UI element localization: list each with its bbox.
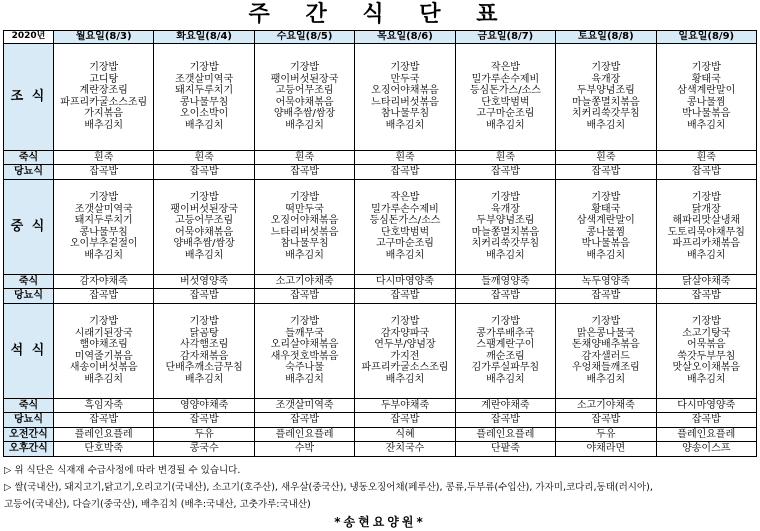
- menu-item: 계란장조림: [79, 85, 128, 97]
- menu-cell: [556, 165, 656, 180]
- menu-item: 잡곡밥: [591, 290, 621, 301]
- menu-item: 녹두영양죽: [581, 275, 630, 287]
- menu-item: 단호박범벅: [481, 96, 530, 108]
- menu-cell: [455, 289, 555, 304]
- menu-item: 배추김치: [285, 119, 324, 131]
- menu-body: [4, 44, 757, 457]
- meal-label: 죽식: [4, 274, 54, 289]
- menu-cell: [455, 427, 555, 442]
- menu-item: 잡곡밥: [591, 414, 621, 425]
- menu-cell: [355, 427, 455, 442]
- menu-item: 해파리맛살냉채: [672, 215, 741, 226]
- menu-item: 고등어무조림: [275, 85, 334, 97]
- menu-item: 버섯영양죽: [179, 275, 229, 287]
- menu-cell: [355, 274, 455, 289]
- menu-cell: [154, 274, 254, 289]
- menu-cell: [656, 44, 756, 151]
- menu-item: 치커리쑥갓무침: [572, 108, 640, 120]
- menu-item: 플레인요플레: [275, 428, 334, 440]
- meal-label: 중 식: [4, 179, 54, 274]
- menu-item: 팽이버섯된장국: [170, 203, 238, 215]
- menu-cell: [254, 44, 354, 151]
- menu-item: 계란야채죽: [481, 399, 530, 411]
- menu-item: 시래기된장국: [74, 327, 133, 339]
- menu-item: 등심돈가스/소스: [469, 85, 541, 97]
- menu-item: 기장밥: [290, 316, 320, 327]
- menu-item: 배추김치: [285, 249, 324, 261]
- menu-item: 야채라면: [586, 443, 626, 454]
- menu-cell: [254, 427, 354, 442]
- menu-item: 어묵볶음: [686, 339, 726, 350]
- meal-label: 오전간식: [4, 427, 54, 442]
- menu-item: 감자샐러드: [581, 350, 630, 362]
- menu-item: 흑임자죽: [84, 399, 124, 411]
- menu-item: 잡곡밥: [189, 290, 219, 301]
- menu-item: 박나물볶음: [682, 108, 731, 120]
- menu-item: 소고기야채죽: [576, 399, 635, 411]
- menu-item: 치커리쑥갓무침: [471, 238, 540, 249]
- menu-item: 밀가루손수제비: [371, 203, 439, 215]
- menu-item: 작은밥: [490, 62, 520, 74]
- menu-item: 흰죽: [94, 151, 114, 163]
- menu-item: 흰죽: [294, 151, 315, 163]
- menu-item: 맑은콩나물국: [576, 327, 635, 339]
- menu-item: 삼색계란말이: [576, 215, 635, 226]
- meal-row: [4, 427, 757, 442]
- menu-item: 기장밥: [89, 62, 119, 74]
- menu-item: 고등어무조림: [175, 215, 234, 226]
- menu-item: 미역줄기볶음: [74, 350, 133, 362]
- menu-item: 육개장: [490, 203, 520, 215]
- menu-cell: [154, 44, 254, 151]
- menu-cell: [54, 44, 154, 151]
- menu-cell: [254, 413, 354, 428]
- menu-item: 배추김치: [184, 373, 224, 385]
- menu-item: 잡곡밥: [490, 414, 520, 425]
- meal-label: 석 식: [4, 303, 54, 398]
- menu-item: 단호박죽: [84, 443, 124, 454]
- day-header: 수요일(8/5): [254, 31, 354, 44]
- menu-item: 배추김치: [686, 119, 726, 131]
- menu-item: 조갯살미역국: [74, 203, 133, 215]
- menu-cell: [54, 179, 154, 274]
- menu-item: 배추김치: [686, 373, 726, 385]
- footer-facility-name: *송현요양원*: [334, 515, 426, 529]
- menu-cell: [54, 289, 154, 304]
- menu-cell: [455, 150, 555, 165]
- menu-item: 오징어야채볶음: [270, 215, 339, 226]
- menu-item: 우엉채들깨조림: [572, 362, 640, 373]
- menu-item: 두유: [596, 428, 616, 440]
- menu-item: 플레인요플레: [476, 428, 535, 440]
- menu-item: 소고기탕국: [682, 327, 731, 339]
- menu-cell: [455, 398, 555, 413]
- menu-cell: [154, 289, 254, 304]
- menu-item: 배추김치: [385, 373, 425, 385]
- menu-cell: [254, 165, 354, 180]
- menu-item: 다시마영양죽: [375, 275, 434, 287]
- menu-item: 단호박범벅: [380, 226, 430, 238]
- menu-item: 기장밥: [189, 192, 219, 203]
- menu-item: 감자채볶음: [179, 350, 229, 362]
- menu-cell: [54, 165, 154, 180]
- menu-cell: [455, 44, 555, 151]
- menu-item: 작은밥: [390, 192, 420, 203]
- menu-cell: [54, 413, 154, 428]
- menu-cell: [355, 165, 455, 180]
- menu-cell: [154, 150, 254, 165]
- menu-item: 잡곡밥: [290, 414, 320, 425]
- menu-item: 파프리카굴소스조림: [361, 362, 449, 373]
- menu-item: 잡곡밥: [490, 166, 520, 177]
- day-header: 월요일(8/3): [54, 31, 154, 44]
- menu-item: 영양야채죽: [179, 399, 229, 411]
- notes: [4, 462, 756, 513]
- menu-item: 플레인요플레: [74, 428, 133, 440]
- menu-item: 파프리카굴소스조림: [60, 96, 148, 108]
- menu-item: 다시마영양죽: [677, 399, 736, 411]
- menu-item: 닭곰탕: [189, 327, 219, 339]
- menu-item: 잡곡밥: [490, 290, 520, 301]
- menu-cell: [556, 413, 656, 428]
- menu-cell: [54, 427, 154, 442]
- note-line: ▷ 위 식단은 식재재 수급사정에 따라 변경될 수 있습니다.: [4, 465, 241, 476]
- menu-item: 배추김치: [486, 119, 525, 131]
- menu-cell: [556, 442, 656, 457]
- menu-cell: [154, 427, 254, 442]
- menu-item: 배추김치: [385, 249, 425, 261]
- note-line: ▷ 쌀(국내산), 돼지고기,닭고기,오리고기(국내산), 소고기(호주산), 새우살(중국산), 냉동오징어채(페루산), 콩류,두부류(수입산), 가자미,코다리,동태(러시아),: [4, 482, 653, 493]
- menu-cell: [154, 413, 254, 428]
- menu-item: 박나물볶음: [581, 238, 630, 249]
- meal-row: [4, 303, 757, 398]
- menu-item: 배추김치: [84, 373, 124, 385]
- menu-cell: [254, 398, 354, 413]
- menu-item: 콩나물무침: [79, 226, 128, 238]
- menu-cell: [656, 442, 756, 457]
- menu-item: 사각햄조림: [179, 339, 229, 350]
- menu-item: 고디탕: [89, 73, 119, 85]
- menu-item: 돈채양배추볶음: [572, 339, 640, 350]
- menu-item: 가지전: [390, 350, 420, 362]
- menu-item: 소고기야채죽: [275, 275, 334, 287]
- menu-item: 기장밥: [89, 316, 119, 327]
- day-header: 토요일(8/8): [556, 31, 656, 44]
- menu-item: 배추김치: [184, 249, 224, 261]
- menu-item: 잡곡밥: [390, 414, 420, 425]
- menu-item: 배추김치: [486, 373, 525, 385]
- meal-row: [4, 398, 757, 413]
- menu-item: 잡곡밥: [591, 166, 621, 177]
- menu-item: 잡곡밥: [189, 414, 219, 425]
- menu-cell: [54, 150, 154, 165]
- menu-item: 햄야채조림: [79, 339, 128, 350]
- meal-label: 오후간식: [4, 442, 54, 457]
- menu-item: 새송이버섯볶음: [69, 362, 138, 373]
- menu-item: 오징어야채볶음: [371, 85, 439, 97]
- menu-item: 잡곡밥: [691, 290, 721, 301]
- day-header: 일요일(8/9): [656, 31, 756, 44]
- menu-item: 황태국: [691, 73, 721, 85]
- menu-item: 잔치국수: [385, 443, 425, 454]
- menu-item: 기장밥: [390, 62, 420, 74]
- menu-item: 배추김치: [84, 249, 124, 261]
- menu-item: 배추김치: [385, 119, 425, 131]
- menu-cell: [556, 398, 656, 413]
- meal-row: [4, 289, 757, 304]
- menu-cell: [455, 303, 555, 398]
- meal-label: 당뇨식: [4, 413, 54, 428]
- menu-item: 마늘쫑멸치볶음: [572, 96, 640, 108]
- menu-item: 오이부추겉절이: [69, 238, 138, 249]
- menu-item: 잡곡밥: [290, 290, 320, 301]
- menu-item: 만두국: [390, 73, 420, 85]
- menu-cell: [455, 179, 555, 274]
- menu-item: 배추김치: [586, 373, 626, 385]
- menu-item: 단팥죽: [490, 443, 520, 454]
- day-header: 화요일(8/4): [154, 31, 254, 44]
- menu-item: 스팸계란구이: [476, 339, 535, 350]
- menu-item: 기장밥: [691, 316, 721, 327]
- menu-item: 팽이버섯된장국: [270, 73, 339, 85]
- menu-cell: [556, 274, 656, 289]
- menu-cell: [355, 44, 455, 151]
- meal-label: 당뇨식: [4, 165, 54, 180]
- menu-item: 흰죽: [495, 151, 516, 163]
- menu-cell: [355, 398, 455, 413]
- page-title: 주 간 식 단 표: [248, 2, 512, 27]
- menu-cell: [656, 289, 756, 304]
- menu-item: 기장밥: [390, 316, 420, 327]
- menu-item: 기장밥: [189, 316, 219, 327]
- menu-item: 단배추깨소금무침: [165, 362, 243, 373]
- menu-item: 잡곡밥: [390, 290, 420, 301]
- menu-item: 도토리묵야채무침: [667, 226, 745, 238]
- menu-item: 기장밥: [490, 316, 520, 327]
- menu-cell: [656, 303, 756, 398]
- meal-row: [4, 44, 757, 151]
- menu-cell: [355, 179, 455, 274]
- menu-cell: [54, 274, 154, 289]
- menu-item: 맛살오이채볶음: [672, 362, 741, 373]
- menu-item: 기장밥: [189, 62, 219, 74]
- menu-item: 잡곡밥: [290, 166, 320, 177]
- menu-cell: [154, 303, 254, 398]
- menu-item: 콩나물무침: [179, 96, 229, 108]
- menu-item: 돼지두루치기: [175, 85, 234, 97]
- menu-item: 감자야채죽: [79, 275, 128, 287]
- menu-item: 기장밥: [290, 62, 320, 74]
- menu-item: 기장밥: [591, 192, 621, 203]
- menu-cell: [455, 274, 555, 289]
- menu-item: 가지볶음: [84, 108, 124, 120]
- menu-cell: [54, 442, 154, 457]
- menu-item: 참나물무침: [380, 108, 430, 120]
- menu-item: 기장밥: [591, 62, 621, 74]
- menu-item: 어묵야채볶음: [175, 226, 234, 238]
- menu-item: 마늘쫑멸치볶음: [471, 226, 540, 238]
- menu-item: 콩가루배추국: [476, 327, 535, 339]
- menu-item: 새우젓호박볶음: [270, 350, 339, 362]
- meal-row: [4, 274, 757, 289]
- menu-cell: [355, 303, 455, 398]
- menu-item: 배추김치: [285, 373, 324, 385]
- menu-item: 흰죽: [194, 151, 214, 163]
- menu-item: 참나물무침: [280, 238, 329, 249]
- menu-item: 들깨영양죽: [481, 275, 530, 287]
- menu-item: 기장밥: [591, 316, 621, 327]
- meal-row: [4, 150, 757, 165]
- menu-cell: [154, 179, 254, 274]
- menu-cell: [154, 398, 254, 413]
- meal-label: 조 식: [4, 44, 54, 151]
- weekly-menu-table: [3, 30, 757, 457]
- menu-item: 기장밥: [290, 192, 320, 203]
- year-header: 2020년: [4, 31, 54, 44]
- menu-item: 배추김치: [184, 119, 224, 131]
- meal-row: [4, 165, 757, 180]
- menu-item: 식혜: [395, 428, 415, 440]
- menu-item: 들깨무국: [285, 327, 324, 339]
- menu-item: 양배추쌈/쌈장: [173, 238, 235, 249]
- menu-cell: [556, 289, 656, 304]
- menu-item: 잡곡밥: [89, 290, 119, 301]
- menu-item: 깨순조림: [486, 350, 525, 362]
- menu-item: 쑥갓두부무침: [677, 350, 736, 362]
- menu-cell: [656, 413, 756, 428]
- meal-row: [4, 442, 757, 457]
- menu-item: 배추김치: [586, 119, 626, 131]
- menu-cell: [355, 289, 455, 304]
- menu-item: 삼색계란말이: [677, 85, 736, 97]
- header-row: [4, 31, 757, 44]
- menu-item: 육개장: [591, 73, 621, 85]
- menu-item: 수박: [294, 443, 315, 454]
- menu-item: 황태국: [591, 203, 621, 215]
- menu-item: 배추김치: [586, 249, 626, 261]
- note-line: 고등어(국내산), 다슬기(중국산), 배추김치 (배추:국내산, 고춧가루:국내산): [4, 499, 311, 510]
- menu-item: 어묵야채볶음: [275, 96, 334, 108]
- menu-cell: [154, 442, 254, 457]
- menu-item: 잡곡밥: [189, 166, 219, 177]
- menu-cell: [355, 150, 455, 165]
- menu-cell: [656, 427, 756, 442]
- meal-label: 당뇨식: [4, 289, 54, 304]
- menu-cell: [556, 150, 656, 165]
- menu-item: 흰죽: [395, 151, 415, 163]
- menu-item: 플레인요플레: [677, 428, 736, 440]
- menu-cell: [254, 303, 354, 398]
- menu-item: 조갯살미역죽: [275, 399, 334, 411]
- menu-item: 밀가루손수제비: [471, 73, 540, 85]
- menu-item: 두유: [194, 428, 214, 440]
- menu-cell: [254, 179, 354, 274]
- day-header: 목요일(8/6): [355, 31, 455, 44]
- menu-item: 연두부/양념장: [374, 339, 436, 350]
- menu-cell: [154, 165, 254, 180]
- menu-item: 두부야채죽: [380, 399, 430, 411]
- menu-item: 감자양파국: [380, 327, 430, 339]
- menu-cell: [254, 289, 354, 304]
- menu-cell: [54, 398, 154, 413]
- menu-item: 느타리버섯볶음: [270, 226, 339, 238]
- menu-item: 기장밥: [490, 192, 520, 203]
- menu-item: 잡곡밥: [691, 166, 721, 177]
- menu-item: 콩나물찜: [586, 226, 626, 238]
- day-header: 금요일(8/7): [455, 31, 555, 44]
- menu-item: 조갯살미역국: [175, 73, 234, 85]
- menu-item: 오리살야채볶음: [270, 339, 339, 350]
- menu-item: 고구마순조림: [476, 108, 535, 120]
- menu-item: 흰죽: [596, 151, 616, 163]
- menu-item: 잡곡밥: [390, 166, 420, 177]
- menu-item: 두부양념조림: [476, 215, 535, 226]
- menu-item: 흰죽: [696, 151, 716, 163]
- menu-cell: [556, 44, 656, 151]
- menu-item: 떡만두국: [285, 203, 324, 215]
- menu-item: 닭살야채죽: [682, 275, 731, 287]
- menu-item: 콩나물찜: [686, 96, 726, 108]
- meal-row: [4, 413, 757, 428]
- menu-cell: [656, 165, 756, 180]
- menu-cell: [254, 274, 354, 289]
- meal-label: 죽식: [4, 150, 54, 165]
- menu-item: 양배추쌈/쌈장: [273, 108, 336, 120]
- menu-item: 양송이스프: [682, 443, 731, 454]
- menu-cell: [455, 165, 555, 180]
- menu-item: 잡곡밥: [89, 414, 119, 425]
- menu-cell: [656, 150, 756, 165]
- menu-item: 두부양념조림: [576, 85, 635, 97]
- menu-item: 고구마순조림: [375, 238, 434, 249]
- menu-item: 기장밥: [691, 62, 721, 74]
- menu-cell: [254, 150, 354, 165]
- menu-cell: [455, 413, 555, 428]
- menu-item: 배추김치: [84, 119, 124, 131]
- menu-cell: [656, 398, 756, 413]
- menu-item: 닭개장: [691, 203, 721, 215]
- menu-item: 기장밥: [691, 192, 721, 203]
- menu-item: 파프리카채볶음: [672, 238, 741, 249]
- menu-cell: [355, 442, 455, 457]
- menu-cell: [656, 179, 756, 274]
- menu-item: 기장밥: [89, 192, 119, 203]
- menu-cell: [455, 442, 555, 457]
- menu-item: 숙주나물: [285, 362, 324, 373]
- menu-cell: [556, 303, 656, 398]
- menu-item: 배추김치: [486, 249, 525, 261]
- menu-cell: [556, 179, 656, 274]
- menu-item: 느타리버섯볶음: [371, 96, 439, 108]
- menu-item: 콩국수: [189, 443, 219, 454]
- menu-cell: [556, 427, 656, 442]
- menu-item: 등심돈가스/소스: [369, 215, 441, 226]
- menu-cell: [254, 442, 354, 457]
- menu-item: 잡곡밥: [89, 166, 119, 177]
- menu-item: 오이소박이: [179, 108, 229, 120]
- menu-cell: [656, 274, 756, 289]
- menu-item: 돼지두루치기: [74, 215, 133, 226]
- meal-row: [4, 179, 757, 274]
- menu-item: 배추김치: [686, 249, 726, 261]
- menu-item: 잡곡밥: [691, 414, 721, 425]
- menu-cell: [355, 413, 455, 428]
- menu-item: 김가루실파무침: [471, 362, 540, 373]
- meal-label: 죽식: [4, 398, 54, 413]
- menu-cell: [54, 303, 154, 398]
